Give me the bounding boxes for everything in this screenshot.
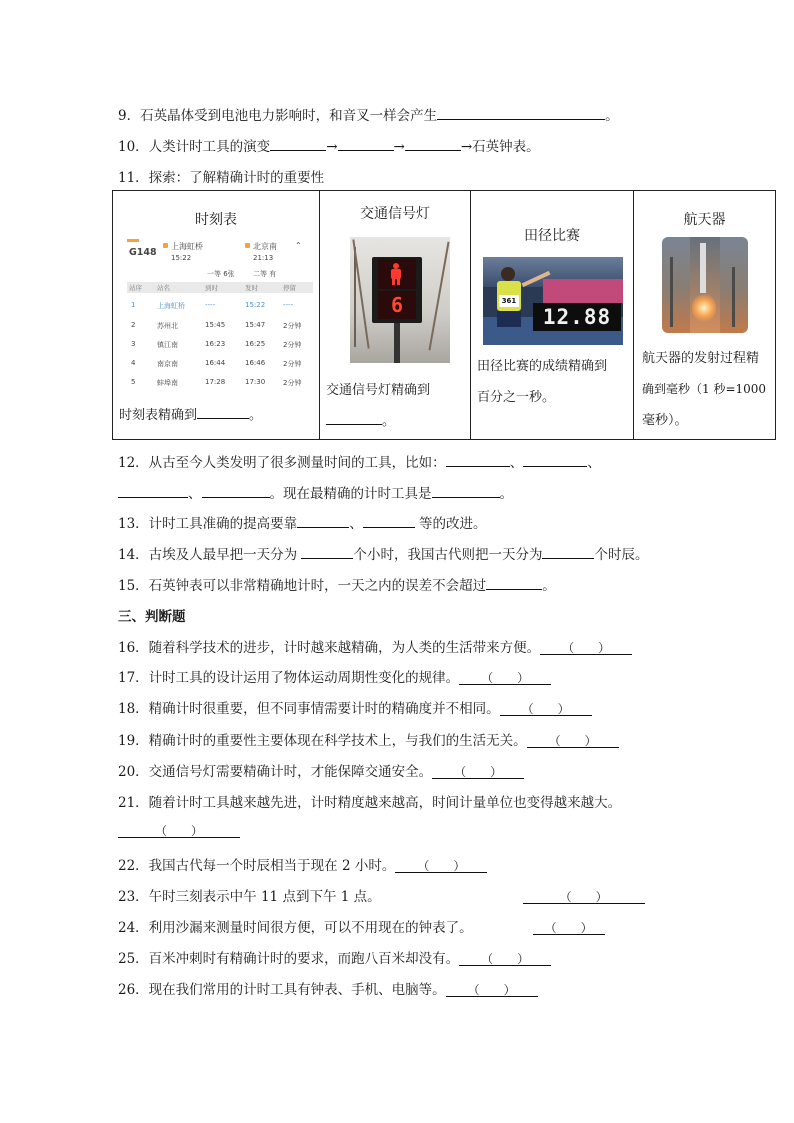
- caption-text: 航天器的发射过程精: [642, 351, 760, 366]
- judge-25: [118, 947, 551, 967]
- paren-text: （ ）: [481, 671, 530, 685]
- caption-text: 田径比赛的成绩精确到: [477, 359, 608, 374]
- header-cell: 站名: [157, 284, 170, 292]
- paren-text: （ ）: [454, 765, 503, 779]
- answer-parens[interactable]: [500, 700, 592, 716]
- answer-blank[interactable]: [301, 544, 353, 559]
- cell-caption: [119, 400, 262, 431]
- answer-blank[interactable]: [486, 575, 542, 590]
- timing-table: [112, 190, 776, 440]
- schedule-header-row: [127, 282, 313, 293]
- punct: 。: [542, 578, 556, 594]
- cell-title: 交通信号灯: [360, 206, 430, 222]
- header-cell: 停留: [283, 284, 296, 292]
- class-second: 二等 有: [253, 270, 277, 278]
- cell: 16:23: [205, 340, 226, 348]
- question-14-text: 14．古埃及人最早把一天分为: [118, 547, 302, 563]
- cell: 5: [131, 378, 136, 386]
- answer-parens[interactable]: [395, 857, 487, 873]
- paren-text: （ ）: [521, 702, 570, 716]
- punct: 、: [188, 486, 202, 502]
- signal-countdown: 6: [378, 291, 416, 319]
- answer-blank[interactable]: [542, 544, 594, 559]
- cell: 苏州北: [157, 322, 178, 330]
- question-9: [118, 104, 619, 124]
- cell-caption: [477, 351, 607, 413]
- paren-text: （ ）: [154, 824, 203, 838]
- paren-text: （ ）: [562, 641, 611, 655]
- punct: 、: [349, 516, 363, 532]
- question-12-line2: [118, 482, 513, 502]
- cell-spacecraft: [634, 191, 776, 440]
- punct: 。: [499, 486, 513, 502]
- answer-blank[interactable]: [437, 105, 605, 120]
- arrow: →: [393, 139, 405, 155]
- from-station: 上海虹桥: [171, 242, 203, 251]
- bib-number: 361: [499, 295, 519, 307]
- cell: 2分钟: [283, 360, 302, 368]
- cell: 17:28: [205, 378, 226, 386]
- answer-blank[interactable]: [363, 513, 415, 528]
- paren-text: （ ）: [559, 890, 608, 904]
- cell-title: 时刻表: [195, 212, 237, 228]
- cell: 17:30: [245, 378, 266, 386]
- question-11: [118, 166, 324, 186]
- question-10-text: 10．人类计时工具的演变: [118, 139, 271, 155]
- judge-text: 23．午时三刻表示中午 11 点到下午 1 点。: [118, 889, 381, 905]
- arrive-time: 21:13: [253, 254, 274, 262]
- judge-16: [118, 636, 632, 656]
- paren-text: （ ）: [544, 921, 593, 935]
- judge-23: [118, 885, 645, 905]
- question-14: [118, 543, 648, 563]
- caption-text: 毫秒）。: [642, 413, 688, 428]
- judge-text: 26．现在我们常用的计时工具有钟表、手机、电脑等。: [118, 982, 446, 998]
- judge-text: 25．百米冲刺时有精确计时的要求，而跑八百米却没有。: [118, 951, 460, 967]
- answer-parens[interactable]: [523, 888, 645, 904]
- judge-text: 17．计时工具的设计运用了物体运动周期性变化的规律。: [118, 670, 460, 686]
- cell: 2: [131, 321, 136, 329]
- question-11-text: 11．探索：了解精确计时的重要性: [118, 170, 325, 186]
- cell: 16:25: [245, 340, 266, 348]
- question-13-text: 13．计时工具准确的提高要靠: [118, 516, 298, 532]
- question-12-text: 12．从古至今人类发明了很多测量时间的工具，比如：: [118, 455, 446, 471]
- punct: 。: [605, 108, 619, 124]
- cell: 2分钟: [283, 379, 302, 387]
- cell-athletics: [471, 191, 634, 440]
- answer-parens[interactable]: [432, 763, 524, 779]
- cell: ----: [283, 301, 294, 309]
- cell: 蚌埠南: [157, 379, 178, 387]
- judge-text: 19．精确计时的重要性主要体现在科学技术上，与我们的生活无关。: [118, 733, 527, 749]
- judge-21: [118, 791, 621, 811]
- question-15: [118, 574, 556, 594]
- caption-text: 确到毫秒（1 秒=1000: [642, 382, 767, 396]
- paren-text: （ ）: [417, 859, 466, 873]
- cell: 15:45: [205, 321, 226, 329]
- paren-text: （ ）: [467, 983, 516, 997]
- athletics-image: [483, 257, 623, 345]
- judge-text: 16．随着科学技术的进步，计时越来越精确，为人类的生活带来方便。: [118, 640, 541, 656]
- section-heading: 三、判断题: [118, 609, 186, 625]
- judge-text: 24．利用沙漏来测量时间很方便，可以不用现在的钟表了。: [118, 920, 473, 936]
- answer-blank[interactable]: [326, 410, 382, 425]
- cell-caption: [326, 375, 430, 437]
- arrow: →: [326, 139, 338, 155]
- depart-time: 15:22: [171, 254, 192, 262]
- question-12: [118, 451, 601, 471]
- cell: 4: [131, 359, 136, 367]
- answer-blank[interactable]: [270, 136, 326, 151]
- question-10: [118, 135, 540, 155]
- cell: 1: [131, 301, 136, 309]
- arrow-tail: →石英钟表。: [460, 139, 540, 155]
- rocket-launch-image: [662, 237, 748, 333]
- cell-schedule: [113, 191, 320, 440]
- judge-text: 21．随着计时工具越来越先进，计时精度越来越高，时间计量单位也变得越来越大。: [118, 795, 622, 811]
- cell: 2分钟: [283, 341, 302, 349]
- paren-text: （ ）: [548, 734, 597, 748]
- judge-26: [118, 978, 538, 998]
- punct: 等的改进。: [414, 516, 487, 532]
- judge-24: [118, 916, 605, 936]
- header-cell: 站序: [129, 284, 142, 292]
- cell: 15:22: [245, 301, 266, 309]
- class-first: 一等 6张: [207, 270, 235, 278]
- judge-22: [118, 854, 487, 874]
- traffic-light-image: [350, 237, 450, 363]
- answer-parens[interactable]: [459, 669, 551, 685]
- cell: 上海虹桥: [157, 302, 185, 310]
- race-timer: 12.88: [533, 303, 621, 331]
- answer-blank[interactable]: [405, 136, 461, 151]
- answer-blank[interactable]: [338, 136, 394, 151]
- judge-text: 20．交通信号灯需要精确计时，才能保障交通安全。: [118, 764, 433, 780]
- judge-18: [118, 697, 592, 717]
- cell: 3: [131, 340, 136, 348]
- answer-parens[interactable]: [540, 639, 632, 655]
- judge-17: [118, 666, 551, 686]
- answer-blank[interactable]: [197, 404, 249, 419]
- question-13: [118, 512, 486, 532]
- cell-title: 航天器: [683, 212, 726, 228]
- punct: 、: [587, 455, 601, 471]
- answer-parens[interactable]: [446, 981, 538, 997]
- cell: 2分钟: [283, 322, 302, 330]
- judge-21-answer: [118, 822, 240, 839]
- cell: 16:44: [205, 359, 226, 367]
- cell: ----: [205, 301, 216, 309]
- cell: 南京南: [157, 360, 178, 368]
- question-12-text: 。现在最精确的计时工具是: [269, 486, 432, 502]
- header-cell: 到时: [205, 284, 218, 292]
- cell-title: 田径比赛: [524, 228, 580, 244]
- header-cell: 发时: [245, 284, 258, 292]
- answer-blank[interactable]: [202, 483, 270, 498]
- question-15-text: 15．石英钟表可以非常精确地计时，一天之内的误差不会超过: [118, 578, 487, 594]
- pedestrian-icon: [390, 263, 402, 285]
- punct: 个时辰。: [594, 547, 649, 563]
- answer-blank[interactable]: [118, 483, 188, 498]
- judge-text: 18．精确计时很重要，但不同事情需要计时的精确度并不相同。: [118, 701, 500, 717]
- judge-text: 22．我国古代每一个时辰相当于现在 2 小时。: [118, 858, 396, 874]
- punct: 。: [249, 408, 263, 423]
- question-9-text: 9．石英晶体受到电池电力影响时，和音叉一样会产生: [118, 108, 438, 124]
- train-number: G148: [129, 247, 157, 258]
- answer-parens[interactable]: [118, 822, 240, 838]
- question-14-text: 个小时，我国古代则把一天分为: [353, 547, 543, 563]
- answer-blank[interactable]: [297, 513, 349, 528]
- cell-caption: [642, 343, 766, 436]
- paren-text: （ ）: [481, 952, 530, 966]
- punct: 。: [382, 414, 396, 429]
- chevron-up-icon: ⌃: [295, 241, 302, 250]
- punct: 、: [509, 455, 524, 471]
- judge-20: [118, 760, 524, 780]
- answer-blank[interactable]: [523, 452, 587, 467]
- cell-traffic-light: [320, 191, 471, 440]
- answer-parens[interactable]: [459, 950, 551, 966]
- answer-parens[interactable]: [527, 732, 619, 748]
- answer-parens[interactable]: [533, 919, 605, 935]
- to-station: 北京南: [253, 242, 277, 251]
- caption-text: 百分之一秒。: [477, 390, 556, 405]
- caption-text: 时刻表精确到: [119, 408, 198, 423]
- cell: 镇江南: [157, 341, 178, 349]
- schedule-image: [127, 239, 313, 389]
- answer-blank[interactable]: [432, 483, 500, 498]
- answer-blank[interactable]: [446, 452, 510, 467]
- caption-text: 交通信号灯精确到: [326, 383, 431, 398]
- cell: 16:46: [245, 359, 266, 367]
- judge-19: [118, 729, 619, 749]
- cell: 15:47: [245, 321, 266, 329]
